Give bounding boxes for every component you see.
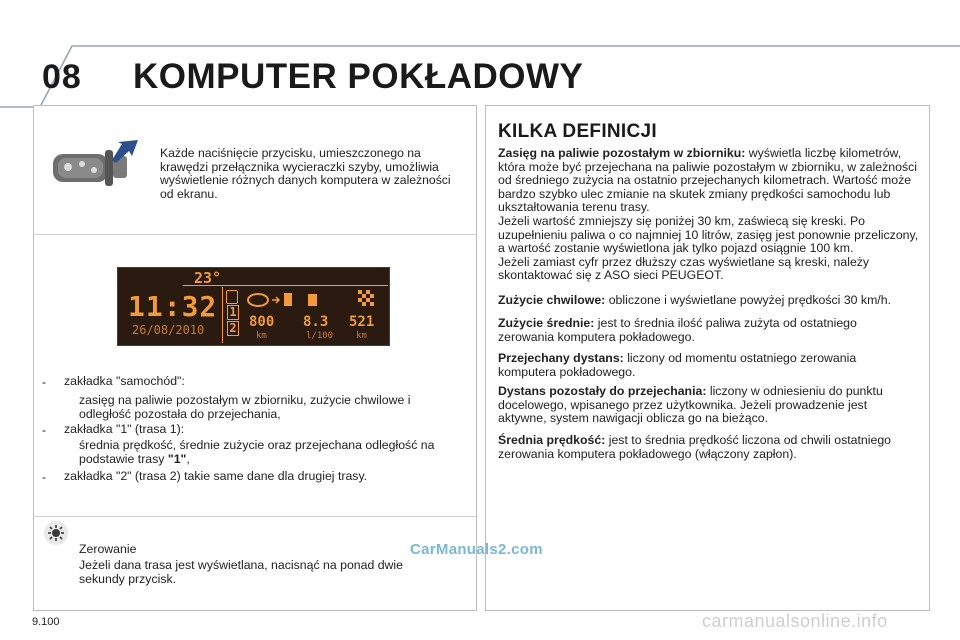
- list-item-dash: -: [42, 375, 47, 389]
- divider: [33, 516, 476, 517]
- trip-computer-display: [117, 267, 390, 346]
- definition-text: obliczone i wyświetlane powyżej prędkości 30 km/h.: [608, 293, 891, 307]
- display-temperature: 23°: [194, 269, 222, 287]
- display-unit-range: km: [256, 331, 267, 341]
- display-time: 11:32: [128, 290, 218, 323]
- definition-term: Średnia prędkość:: [498, 433, 606, 447]
- definition-term: Przejechany dystans:: [498, 351, 624, 365]
- list-item-dash: -: [42, 423, 47, 437]
- definition-text: jest to średnia ilość paliwa zużyta od ostatniego zerowania komputera pokładowego.: [498, 316, 857, 344]
- definition-term: Dystans pozostały do przejechania:: [498, 384, 707, 398]
- display-divider: [222, 287, 223, 343]
- reset-title: Zerowanie: [79, 542, 137, 556]
- page-title: KOMPUTER POKŁADOWY: [133, 57, 584, 96]
- definitions-title: KILKA DEFINICJI: [498, 121, 657, 142]
- chapter-number: 08: [42, 58, 82, 96]
- reset-text: Jeżeli dana trasa jest wyświetlana, nacisnąć na ponad dwie sekundy przycisk.: [79, 558, 404, 586]
- definition-range: [498, 147, 923, 283]
- intro-text: Każde naciśnięcie przycisku, umieszczonego na krawędzi przełącznika wycieraczki szyby, umożliwia wyświetlenie różnych danych komputera w zależności od ekranu.: [160, 146, 451, 201]
- definition-distance-travelled: [498, 352, 898, 379]
- definition-text: jest to średnia prędkość liczona od chwili ostatniego zerowania komputera pokładowego (włączony zapłon).: [498, 433, 892, 461]
- definition-term: Zużycie chwilowe:: [498, 293, 606, 307]
- definition-text: liczony w odniesieniu do punktu docelowego, wpisanego przez użytkownika. Jeżeli prowadzenie jest aktywne, system nawigacji oblicza go na bieżąco.: [498, 384, 883, 426]
- car-tab-icon: [226, 290, 238, 304]
- definition-term: Zasięg na paliwie pozostałym w zbiorniku:: [498, 146, 746, 160]
- definition-average-consumption: [498, 317, 903, 344]
- range-icon: [246, 290, 296, 308]
- divider: [33, 234, 476, 235]
- display-value-range: 800: [249, 314, 275, 330]
- display-value-consumption: 8.3: [303, 314, 329, 330]
- definition-remaining-distance: [498, 385, 918, 426]
- distance-flag-icon: [358, 290, 374, 306]
- arrow-icon: [110, 138, 142, 164]
- display-tab-2: 2: [227, 321, 239, 336]
- list-item-text-tail: ,: [186, 451, 190, 466]
- display-unit-distance: km: [356, 331, 367, 341]
- list-item-text-main: średnia prędkość, średnie zużycie oraz przejechana odległość na podstawie trasy: [79, 438, 435, 466]
- display-date: 26/08/2010: [132, 323, 205, 337]
- display-value-distance: 521: [349, 314, 375, 330]
- definition-text: wyświetla liczbę kilometrów, która może być przejechana na paliwie pozostałym w zbiorniku, w zależności od średniego zużycia na ostatnio przejechanych kilometrach. Wartość może bardzo szybko ulec zmianie na skutek zmiany prędkości samochodu lub ukształtowania terenu trasy.: [498, 146, 917, 215]
- definition-extra: Jeżeli zamiast cyfr przez dłuższy czas wyświetlane są kreski, należy skontaktować się z ASO sieci PEUGEOT.: [498, 254, 870, 283]
- list-item-label: zakładka "1" (trasa 1):: [64, 422, 185, 436]
- consumption-icon: [305, 290, 321, 308]
- definition-instant-consumption: [498, 294, 923, 308]
- display-tab-1: 1: [227, 305, 239, 320]
- page-number: 9.100: [32, 616, 60, 628]
- list-item-text-bold: "1": [167, 451, 187, 466]
- definition-average-speed: [498, 434, 918, 461]
- list-item-text: [79, 439, 459, 466]
- list-item-text: zasięg na paliwie pozostałym w zbiorniku, zużycie chwilowe i odległość pozostała do przejechania,: [79, 393, 411, 421]
- list-item-dash: -: [42, 470, 47, 484]
- gear-icon: [47, 524, 65, 542]
- list-item-label: zakładka "samochód":: [64, 374, 185, 388]
- definition-extra: Jeżeli wartość zmniejszy się poniżej 30 km, zaświecą się kreski. Po uzupełnieniu paliwa o co najmniej 10 litrów, zasięg jest ponownie przeliczony, a wartość zostanie wyświetlona jak tylko pojazd osiągnie 100 km.: [498, 213, 919, 256]
- watermark-carmanuals2[interactable]: CarManuals2.com: [410, 541, 543, 558]
- definition-term: Zużycie średnie:: [498, 316, 595, 330]
- definition-text: liczony od momentu ostatniego zerowania komputera pokładowego.: [498, 351, 857, 379]
- list-item-label: zakładka "2" (trasa 2) takie same dane dla drugiej trasy.: [64, 469, 368, 483]
- display-unit-consumption: l/100: [306, 331, 334, 341]
- watermark-carmanualsonline[interactable]: carmanualsonline.info: [702, 611, 888, 631]
